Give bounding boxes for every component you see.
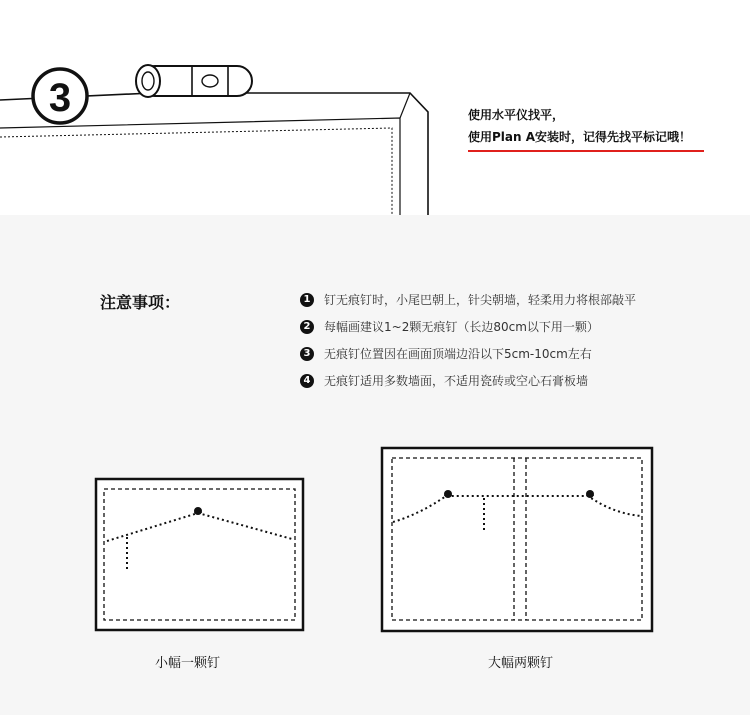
number-badge-icon: 4 [300, 374, 314, 388]
tip-underline [468, 150, 704, 152]
instruction-panel [0, 0, 750, 215]
large-frame-caption: 大幅两颗钉 [488, 656, 554, 671]
small-frame-diagram [94, 477, 306, 633]
notice-item-text: 钉无痕钉时，小尾巴朝上，针尖朝墙，轻柔用力将根部敲平 [324, 293, 637, 307]
notice-list [300, 286, 636, 394]
nail-icon [444, 490, 452, 498]
notice-item-text: 无痕钉适用多数墙面，不适用瓷砖或空心石膏板墙 [324, 374, 589, 388]
large-frame-diagram [380, 446, 654, 633]
notice-item [300, 313, 636, 340]
small-frame-caption: 小幅一颗钉 [155, 656, 221, 671]
tip-line-2: 使用Plan A安装时，记得先找平标记哦！ [468, 130, 692, 144]
notice-item [300, 367, 636, 394]
notice-item [300, 286, 636, 313]
notice-title: 注意事项： [100, 293, 181, 312]
step-number: 3 [48, 76, 72, 120]
number-badge-icon: 1 [300, 293, 314, 307]
notice-item [300, 340, 636, 367]
frame-level-illustration [0, 0, 750, 215]
notice-item-text: 无痕钉位置因在画面顶端边沿以下5cm-10cm左右 [324, 347, 592, 361]
nail-icon [194, 507, 202, 515]
level-tool-icon [136, 65, 252, 97]
number-badge-icon: 3 [300, 347, 314, 361]
step-badge [33, 69, 87, 123]
nail-icon [586, 490, 594, 498]
tip-line-1: 使用水平仪找平， [468, 108, 565, 122]
number-badge-icon: 2 [300, 320, 314, 334]
notice-item-text: 每幅画建议1~2颗无痕钉（长边80cm以下用一颗） [324, 320, 599, 334]
